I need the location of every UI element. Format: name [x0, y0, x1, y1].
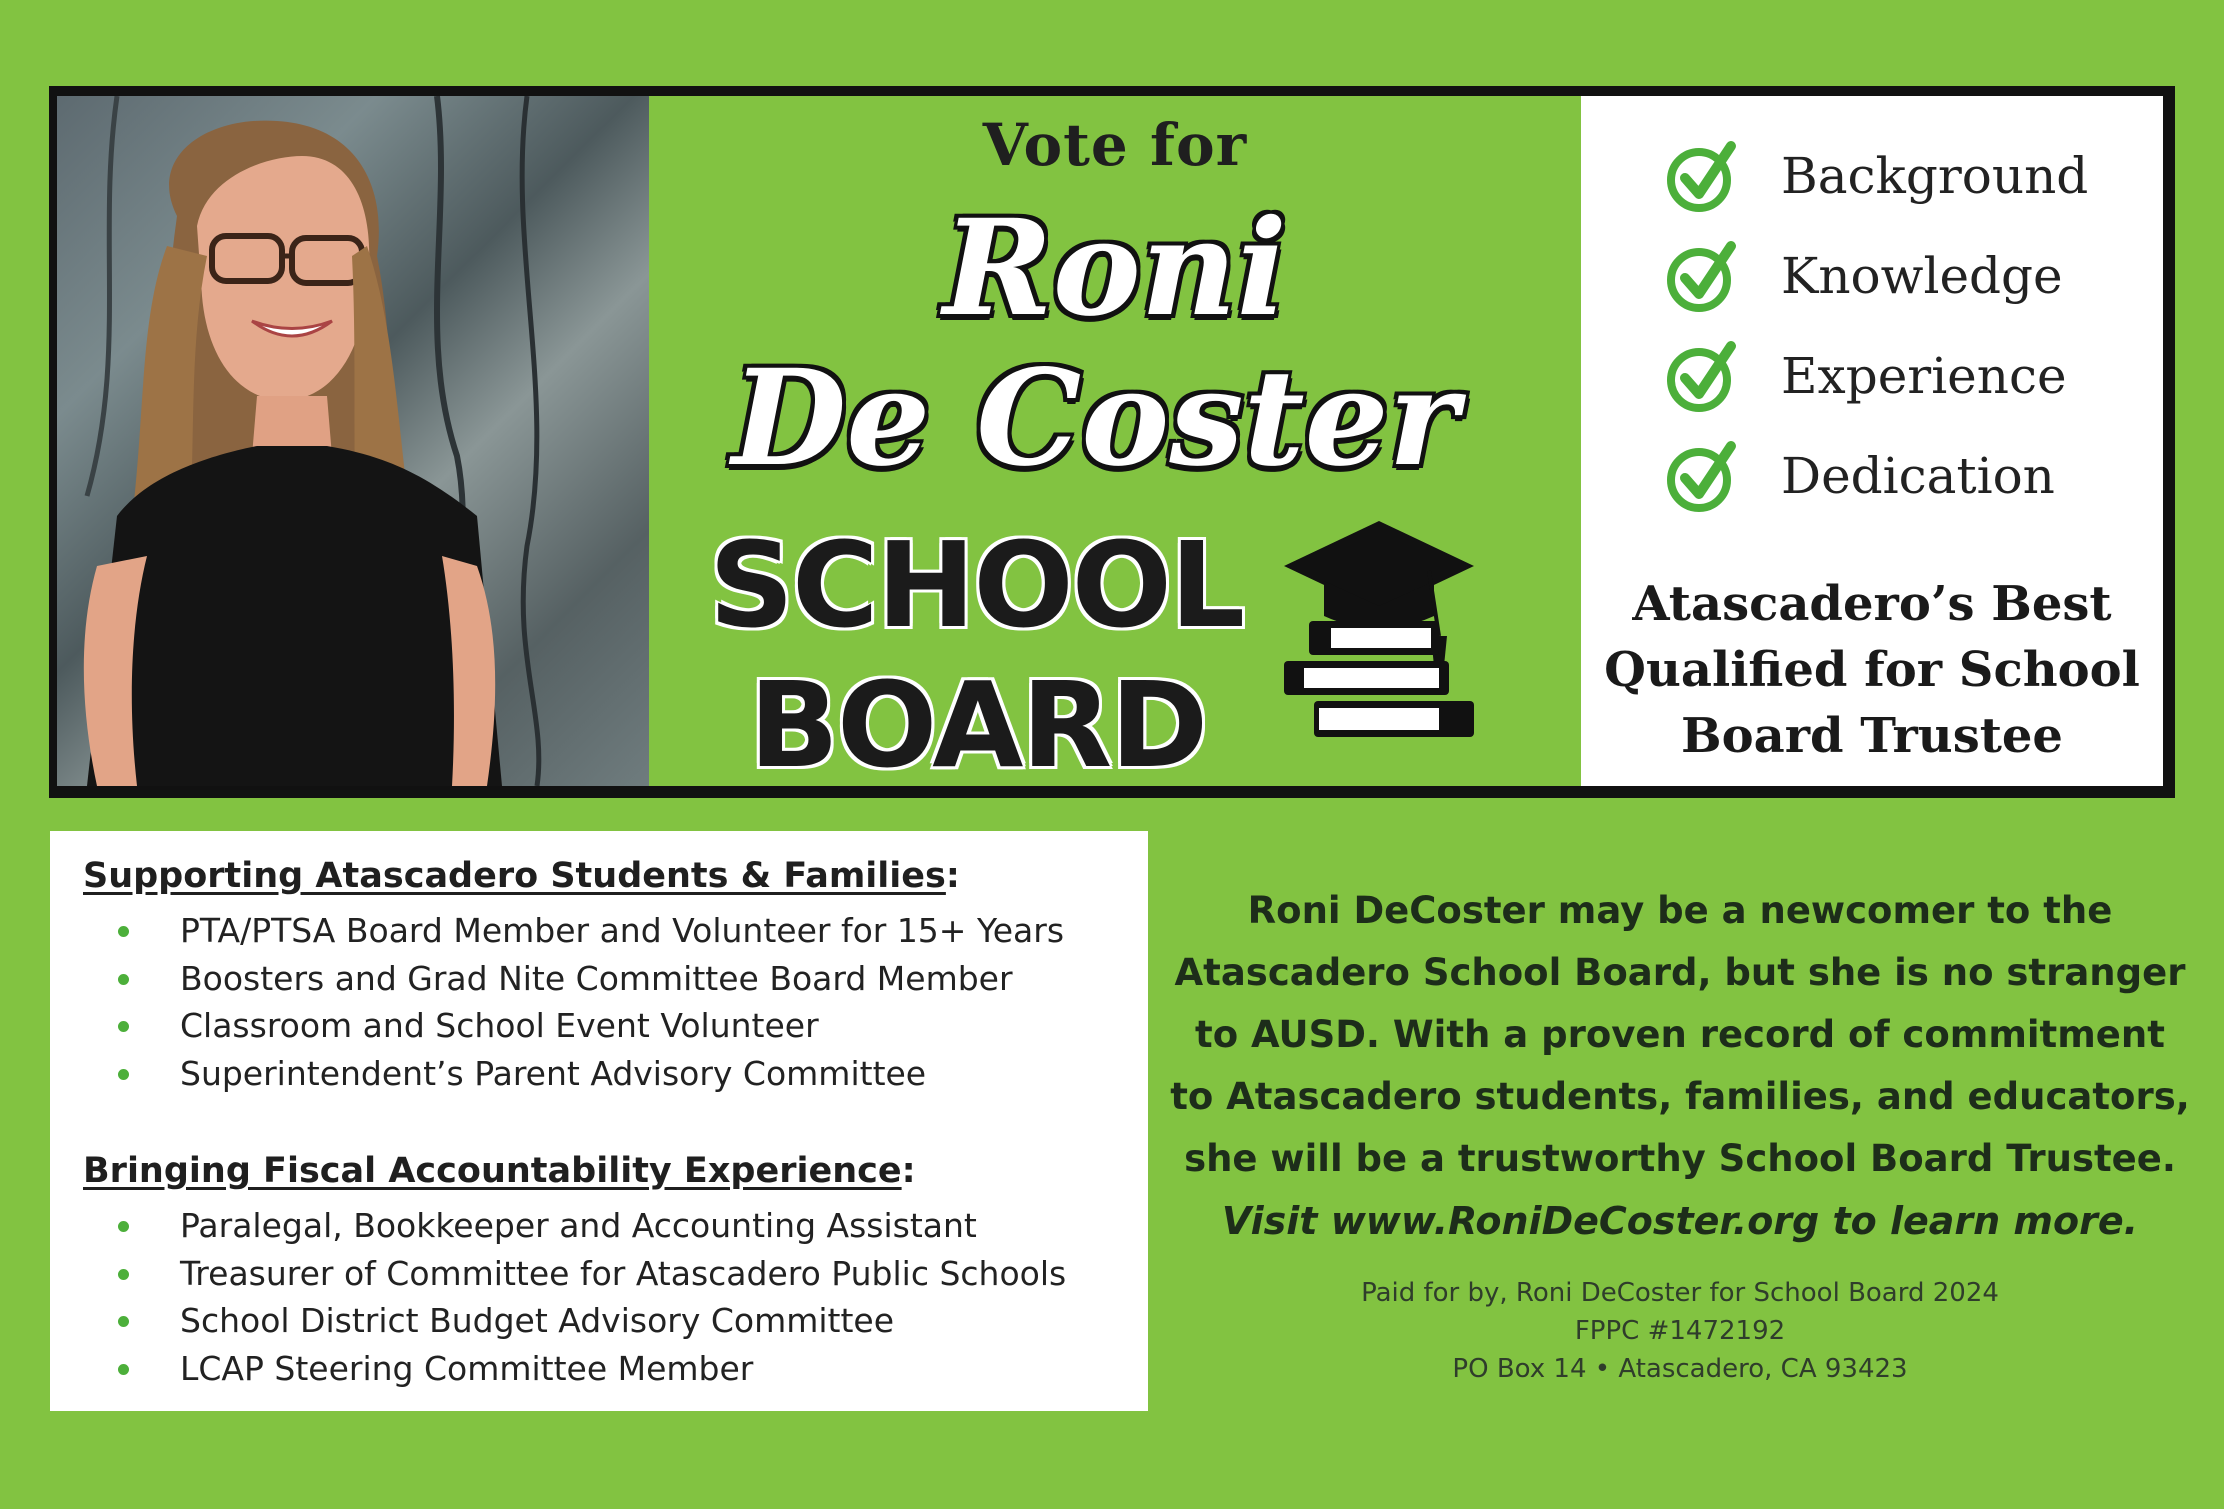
checkmark-icon: [1665, 238, 1741, 314]
candidate-photo: [57, 96, 649, 786]
tagline-line: Board Trustee: [1681, 708, 2063, 764]
section-heading-supporting: Supporting Atascadero Students & Families:: [83, 856, 960, 896]
tagline-line: Atascadero’s Best: [1632, 576, 2112, 632]
statement-line: to AUSD. With a proven record of commitment: [1195, 1013, 2165, 1056]
quality-label: Knowledge: [1781, 247, 2063, 305]
list-item: Paralegal, Bookkeeper and Accounting Assistant: [50, 1202, 1066, 1250]
graduation-cap-books-icon: [1279, 516, 1479, 756]
quality-item: [1665, 138, 2088, 214]
quality-label: Dedication: [1781, 447, 2055, 505]
paid-for-disclosure: [1170, 1274, 2190, 1388]
checkmark-icon: [1665, 438, 1741, 514]
quality-item: [1665, 238, 2063, 314]
statement-line: Atascadero School Board, but she is no stranger: [1174, 951, 2186, 994]
statement-line: to Atascadero students, families, and educators,: [1170, 1075, 2190, 1118]
list-item: Classroom and School Event Volunteer: [50, 1002, 1064, 1050]
candidate-statement: [1170, 880, 2190, 1388]
section-heading-fiscal: Bringing Fiscal Accountability Experience:: [83, 1151, 916, 1191]
website-link[interactable]: Visit www.RoniDeCoster.org to learn more.: [1221, 1199, 2139, 1243]
checkmark-icon: [1665, 338, 1741, 414]
list-item: School District Budget Advisory Committee: [50, 1297, 1066, 1345]
banner-center: [649, 96, 1581, 794]
disclosure-line: Paid for by, Roni DeCoster for School Board 2024: [1361, 1278, 1999, 1308]
disclosure-line: PO Box 14 • Atascadero, CA 93423: [1452, 1354, 1908, 1384]
quality-item: [1665, 438, 2055, 514]
school-word: SCHOOL: [709, 516, 1244, 654]
tagline-line: Qualified for School: [1604, 642, 2140, 698]
vote-for-text: Vote for: [982, 111, 1248, 179]
statement-paragraph: [1170, 880, 2190, 1190]
list-item: LCAP Steering Committee Member: [50, 1345, 1066, 1393]
supporting-list: [50, 907, 1064, 1097]
list-item: Treasurer of Committee for Atascadero Public Schools: [50, 1250, 1066, 1298]
disclosure-line: FPPC #1472192: [1574, 1316, 1786, 1346]
checkmark-icon: [1665, 138, 1741, 214]
candidate-last-name: De Coster: [731, 341, 1459, 496]
board-word: BOARD: [749, 656, 1207, 794]
qualities-panel: [1581, 96, 2163, 786]
fiscal-list: [50, 1202, 1066, 1392]
quality-item: [1665, 338, 2067, 414]
experience-box: [50, 831, 1148, 1411]
statement-line: she will be a trustworthy School Board Trustee.: [1184, 1137, 2176, 1180]
list-item: Superintendent’s Parent Advisory Committee: [50, 1050, 1064, 1098]
candidate-first-name: Roni: [943, 191, 1287, 346]
list-item: PTA/PTSA Board Member and Volunteer for 15+ Years: [50, 907, 1064, 955]
statement-line: Roni DeCoster may be a newcomer to the: [1247, 889, 2113, 932]
quality-label: Background: [1781, 147, 2089, 205]
tagline: [1581, 571, 2163, 769]
list-item: Boosters and Grad Nite Committee Board Member: [50, 955, 1064, 1003]
campaign-banner: [49, 86, 2175, 798]
quality-label: Experience: [1781, 347, 2067, 405]
